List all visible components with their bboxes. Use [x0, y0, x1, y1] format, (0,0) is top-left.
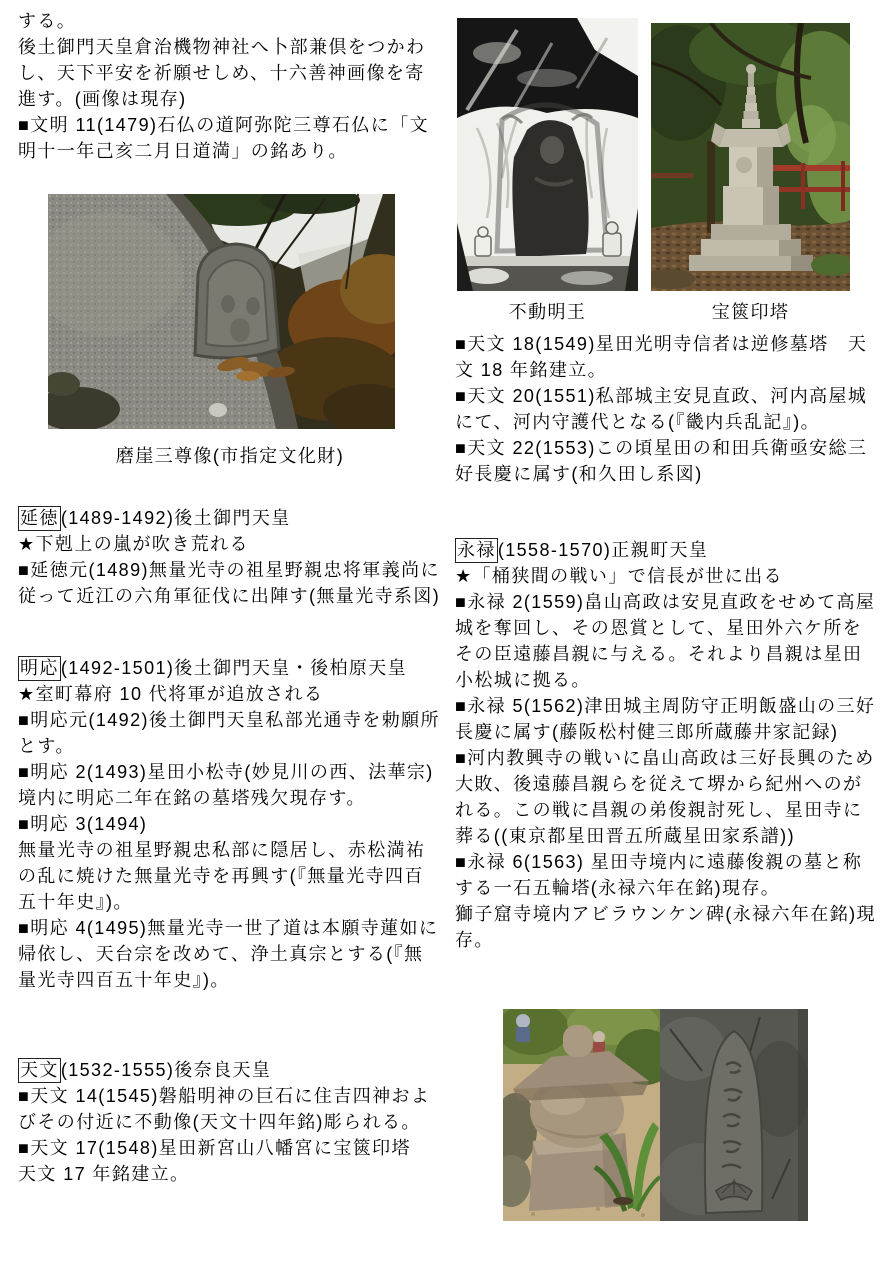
era-heading: [18, 655, 442, 681]
isseki-gorinto-photo: [503, 1009, 660, 1221]
era-label: 天文: [18, 1058, 61, 1083]
era-reign: (1489-1492)後土御門天皇: [60, 508, 291, 528]
right-column: [455, 0, 877, 1221]
era-reign: (1558-1570)正親町天皇: [497, 540, 709, 560]
section-entoku: [18, 505, 442, 609]
era-heading: [18, 1057, 442, 1083]
section-meio: [18, 655, 442, 993]
fudo-myoo-caption: 不動明王: [508, 302, 587, 322]
hokyointo-photo: [651, 23, 850, 291]
chronicle-item: 無量光寺の祖星野親忠私部に隠居し、赤松満祐の乱に焼けた無量光寺を再興す(『無量光寺四百五十年史』)。: [18, 840, 426, 912]
magai-sanzon-photo: [48, 194, 395, 429]
fudo-myoo-photo: [457, 18, 638, 291]
chronicle-item: ■天文 20(1551)私部城主安見直政、河内高屋城にて、河内守護代となる(『畿内兵乱記』)。: [455, 386, 868, 432]
intro-paragraph: ■文明 11(1479)石仏の道阿弥陀三尊石仏に「文明十一年己亥二月日道満」の銘あり。: [18, 115, 429, 161]
intro-line: する。: [18, 11, 77, 31]
star-line: ★「桶狭間の戦い」で信長が世に出る: [455, 566, 783, 586]
left-column: [18, 0, 442, 1187]
hokyointo-caption: 宝篋印塔: [711, 302, 790, 322]
magai-sanzon-caption: 磨崖三尊像(市指定文化財): [115, 446, 345, 466]
spacer: [18, 609, 442, 655]
top-photos-row: [457, 18, 877, 291]
section-tenbun: [18, 1057, 442, 1187]
era-heading: [18, 505, 442, 531]
intro-paragraph: 後土御門天皇倉治機物神社へ卜部兼倶をつかわし、天下平安を祈願せしめ、十六善神画像を寄進す。(画像は現存): [18, 37, 426, 109]
chronicle-item: ■天文 17(1548)星田新宮山八幡宮に宝篋印塔 天文 17 年銘建立。: [18, 1138, 431, 1184]
era-heading: [455, 537, 877, 563]
spacer: [18, 993, 442, 1057]
chronicle-item: ■天文 14(1545)磐船明神の巨石に住吉四神およびその付近に不動像(天文十四年銘)彫られる。: [18, 1086, 431, 1132]
spacer: [18, 469, 442, 505]
era-reign: (1492-1501)後土御門天皇・後柏原天皇: [60, 658, 408, 678]
magai-sanzon-figure: [18, 194, 442, 469]
chronicle-item: ■永禄 6(1563) 星田寺境内に遠藤俊親の墓と称する一石五輪塔(永禄六年在銘)現存。: [455, 852, 863, 898]
chronicle-item: ■延徳元(1489)無量光寺の祖星野親忠将軍義尚に従って近江の六角軍征伐に出陣す(無量光寺系図): [18, 560, 441, 606]
star-line: ★下剋上の嵐が吹き荒れる: [18, 534, 249, 554]
chronicle-item: ■河内教興寺の戦いに畠山高政は三好長興のため大敗、後遠藤昌親らを従えて堺から紀州へのがれる。この戦に昌親の弟俊親討死し、星田寺に葬る((東京都星田晋五所蔵星田家系譜)): [455, 748, 875, 846]
era-reign: (1532-1555)後奈良天皇: [60, 1060, 272, 1080]
chronicle-item: 獅子窟寺境内アビラウンケン碑(永禄六年在銘)現存。: [455, 904, 876, 950]
chronicle-item: ■永禄 2(1559)畠山高政は安見直政をせめて高屋城を奪回し、その恩賞として、星田外六ケ所をその臣遠藤昌親に与える。それより昌親は星田小松城に拠る。: [455, 592, 876, 690]
chronicle-item: ■明応 2(1493)星田小松寺(妙見川の西、法華宗)境内に明応二年在銘の墓塔残欠現存す。: [18, 762, 434, 808]
chronicle-item: ■明応 4(1495)無量光寺一世了道は本願寺蓮如に帰依し、天台宗を改めて、浄土真宗とする(『無量光寺四百五十年史』)。: [18, 918, 439, 990]
chronicle-item: ■天文 18(1549)星田光明寺信者は逆修墓塔 天文 18 年銘建立。: [455, 334, 868, 380]
top-photo-captions: [457, 299, 877, 325]
chronicle-item: ■明応元(1492)後土御門天皇私部光通寺を勅願所とす。: [18, 710, 440, 756]
section-eiroku: [455, 537, 877, 953]
star-line: ★室町幕府 10 代将軍が追放される: [18, 684, 324, 704]
chronicle-item: ■永禄 5(1562)津田城主周防守正明飯盛山の三好長慶に属す(藤阪松村健三郎所蔵藤井家記録): [455, 696, 876, 742]
abiraunken-hi-photo: [660, 1009, 808, 1221]
era-label: 永禄: [455, 538, 498, 563]
chronicle-item: ■天文 22(1553)この頃星田の和田兵衛亟安総三好長慶に属す(和久田し系図): [455, 438, 868, 484]
era-label: 延徳: [18, 506, 61, 531]
spacer: [455, 487, 877, 537]
era-label: 明応: [18, 656, 61, 681]
bottom-photos-row: [503, 1009, 877, 1221]
chronicle-item: ■明応 3(1494): [18, 814, 148, 834]
